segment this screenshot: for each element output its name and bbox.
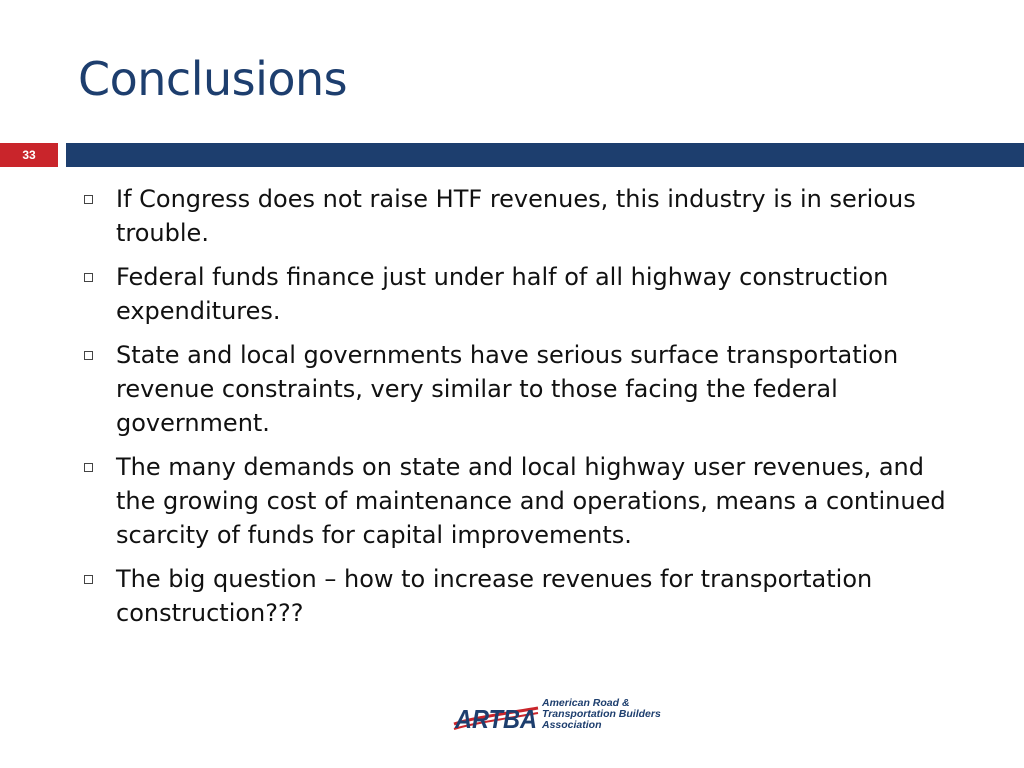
bullet-item [80,338,960,440]
hollow-square-icon [84,273,93,282]
slide-number-badge: 33 [0,143,58,167]
hollow-square-icon [84,463,93,472]
bullet-item [80,182,960,250]
title-rule [0,143,1024,167]
bullet-text: State and local governments have serious surface transportation revenue constraints, very similar to those facing the federal government. [116,341,899,437]
bullet-text: The big question – how to increase revenues for transportation construction??? [116,565,873,627]
divider-bar [66,143,1024,167]
hollow-square-icon [84,575,93,584]
logo-org-name [542,698,662,731]
logo-line: American Road & [542,697,630,709]
hollow-square-icon [84,195,93,204]
artba-logo-icon [452,694,540,738]
logo-mark-text: ARTBA [454,704,537,734]
hollow-square-icon [84,351,93,360]
bullet-text: Federal funds finance just under half of all highway construction expenditures. [116,263,889,325]
artba-logo [452,694,661,738]
logo-line: Transportation Builders [542,708,661,720]
bullet-item [80,450,960,552]
bullet-item [80,562,960,630]
bullet-text: The many demands on state and local highway user revenues, and the growing cost of maintenance and operations, means a continued scarcity of funds for capital improvements. [116,453,946,549]
page-title: Conclusions [78,52,348,106]
logo-line: Association [542,719,602,731]
bullet-list [80,182,960,640]
bullet-text: If Congress does not raise HTF revenues, this industry is in serious trouble. [116,185,916,247]
bullet-item [80,260,960,328]
